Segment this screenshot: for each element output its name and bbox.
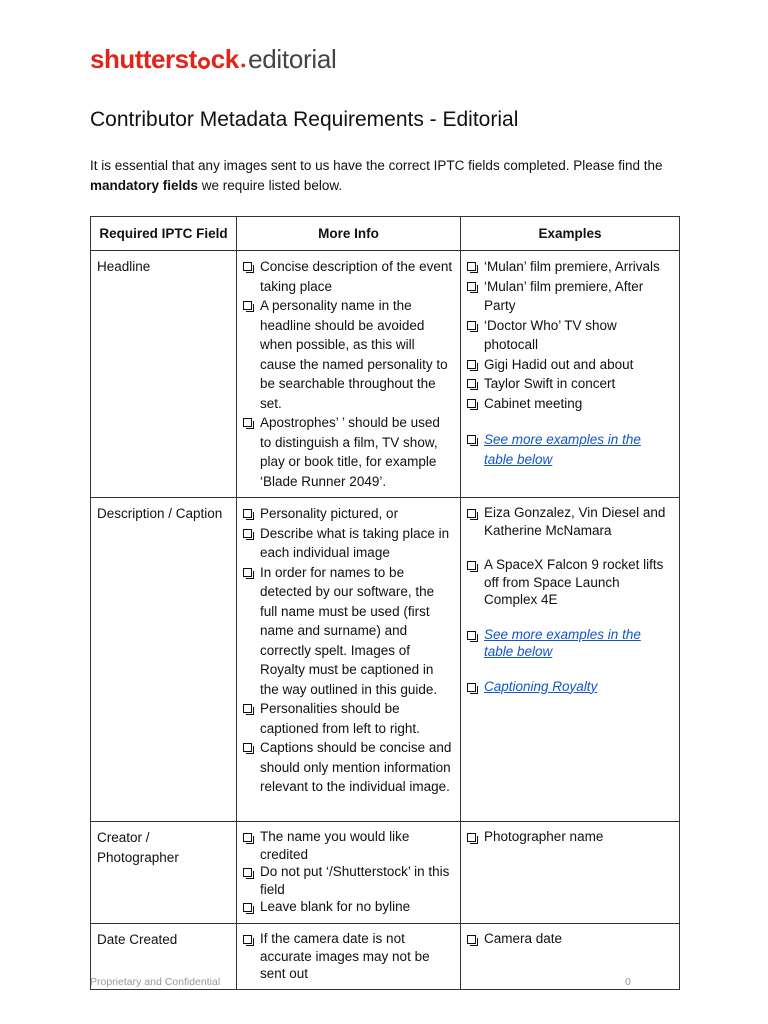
checkbox-icon [467,509,476,518]
more-info-cell [237,498,461,822]
more-info-cell [237,924,461,990]
field-name: Date Created [91,924,237,990]
list-item: Do not put ‘/Shutterstock’ in this field [243,863,454,898]
list-item: Cabinet meeting [467,394,673,414]
shutterstock-editorial-logo [90,44,336,80]
logo-sub: editorial [248,44,337,74]
checkbox-icon [467,262,476,271]
see-more-examples-link[interactable]: See more examples in the table below [484,626,641,659]
checkbox-icon [243,529,252,538]
examples-cell [461,822,680,924]
list-item: Taylor Swift in concert [467,374,673,394]
list-item: Eiza Gonzalez, Vin Diesel and Katherine McNamara [467,504,673,539]
examples-cell [461,251,680,498]
see-more-examples-link[interactable]: See more examples in the table below [484,432,641,467]
checkbox-icon [243,903,252,912]
list-item: Leave blank for no byline [243,898,454,916]
intro-paragraph: It is essential that any images sent to us have the correct IPTC fields completed. Please find the mandatory fields we require listed below. [90,158,663,193]
checkbox-icon [243,704,252,713]
list-item: ‘Mulan’ film premiere, After Party [467,277,673,316]
logo-o-icon [198,57,210,69]
table-header-row [91,217,680,251]
list-item: Describe what is taking place in each individual image [243,524,454,563]
field-name: Creator / Photographer [91,822,237,924]
header-field: Required IPTC Field [91,217,237,251]
more-info-cell [237,822,461,924]
checkbox-icon [243,743,252,752]
list-item [467,678,673,696]
checkbox-icon [243,568,252,577]
header-examples: Examples [461,217,680,251]
table-row-headline [91,251,680,498]
list-item: A personality name in the headline should be avoided when possible, as this will cause the named personality to be searchable throughout the set. [243,296,454,413]
list-item: Personalities should be captioned from left to right. [243,699,454,738]
list-item: If the camera date is not accurate images may not be sent out [243,930,454,983]
list-item: In order for names to be detected by our software, the full name must be used (first name and surname) and correctly spelt. Images of Royalty must be captioned in the way outlined in this guide. [243,563,454,700]
checkbox-icon [467,321,476,330]
list-item: ‘Doctor Who’ TV show photocall [467,316,673,355]
checkbox-icon [467,631,476,640]
page-number: 0 [625,976,631,988]
checkbox-icon [467,683,476,692]
examples-cell [461,498,680,822]
checkbox-icon [467,435,476,444]
checkbox-icon [243,935,252,944]
logo-dot-icon: ● [240,60,247,70]
list-item: A SpaceX Falcon 9 rocket lifts off from Space Launch Complex 4E [467,556,673,609]
list-item [467,626,673,661]
checkbox-icon [243,509,252,518]
checkbox-icon [467,833,476,842]
list-item: Captions should be concise and should only mention information relevant to the individual image. [243,738,454,797]
list-item: ‘Mulan’ film premiere, Arrivals [467,257,673,277]
list-item: Camera date [467,930,673,948]
field-name: Description / Caption [91,498,237,822]
list-item: Gigi Hadid out and about [467,355,673,375]
examples-cell [461,924,680,990]
field-name: Headline [91,251,237,498]
checkbox-icon [467,360,476,369]
checkbox-icon [243,418,252,427]
list-item: The name you would like credited [243,828,454,863]
logo-brand: shutterst ck [90,44,239,74]
checkbox-icon [243,833,252,842]
checkbox-icon [243,262,252,271]
intro-bold: mandatory fields [90,177,199,193]
checkbox-icon [467,399,476,408]
list-item: Personality pictured, or [243,504,454,524]
table-row-creator [91,822,680,924]
checkbox-icon [243,868,252,877]
list-item: Apostrophes’ ’ should be used to distinguish a film, TV show, play or book title, for example ‘Blade Runner 2049’. [243,413,454,491]
checkbox-icon [467,935,476,944]
page-title: Contributor Metadata Requirements - Editorial [90,108,519,131]
checkbox-icon [467,282,476,291]
list-item: Photographer name [467,828,673,846]
footer-confidential: Proprietary and Confidential [90,976,221,988]
list-item: Concise description of the event taking place [243,257,454,296]
checkbox-icon [467,561,476,570]
more-info-cell [237,251,461,498]
captioning-royalty-link[interactable]: Captioning Royalty [484,678,598,694]
checkbox-icon [243,301,252,310]
requirements-table [90,216,680,990]
list-item [467,430,673,469]
checkbox-icon [467,379,476,388]
table-row-description [91,498,680,822]
header-more-info: More Info [237,217,461,251]
